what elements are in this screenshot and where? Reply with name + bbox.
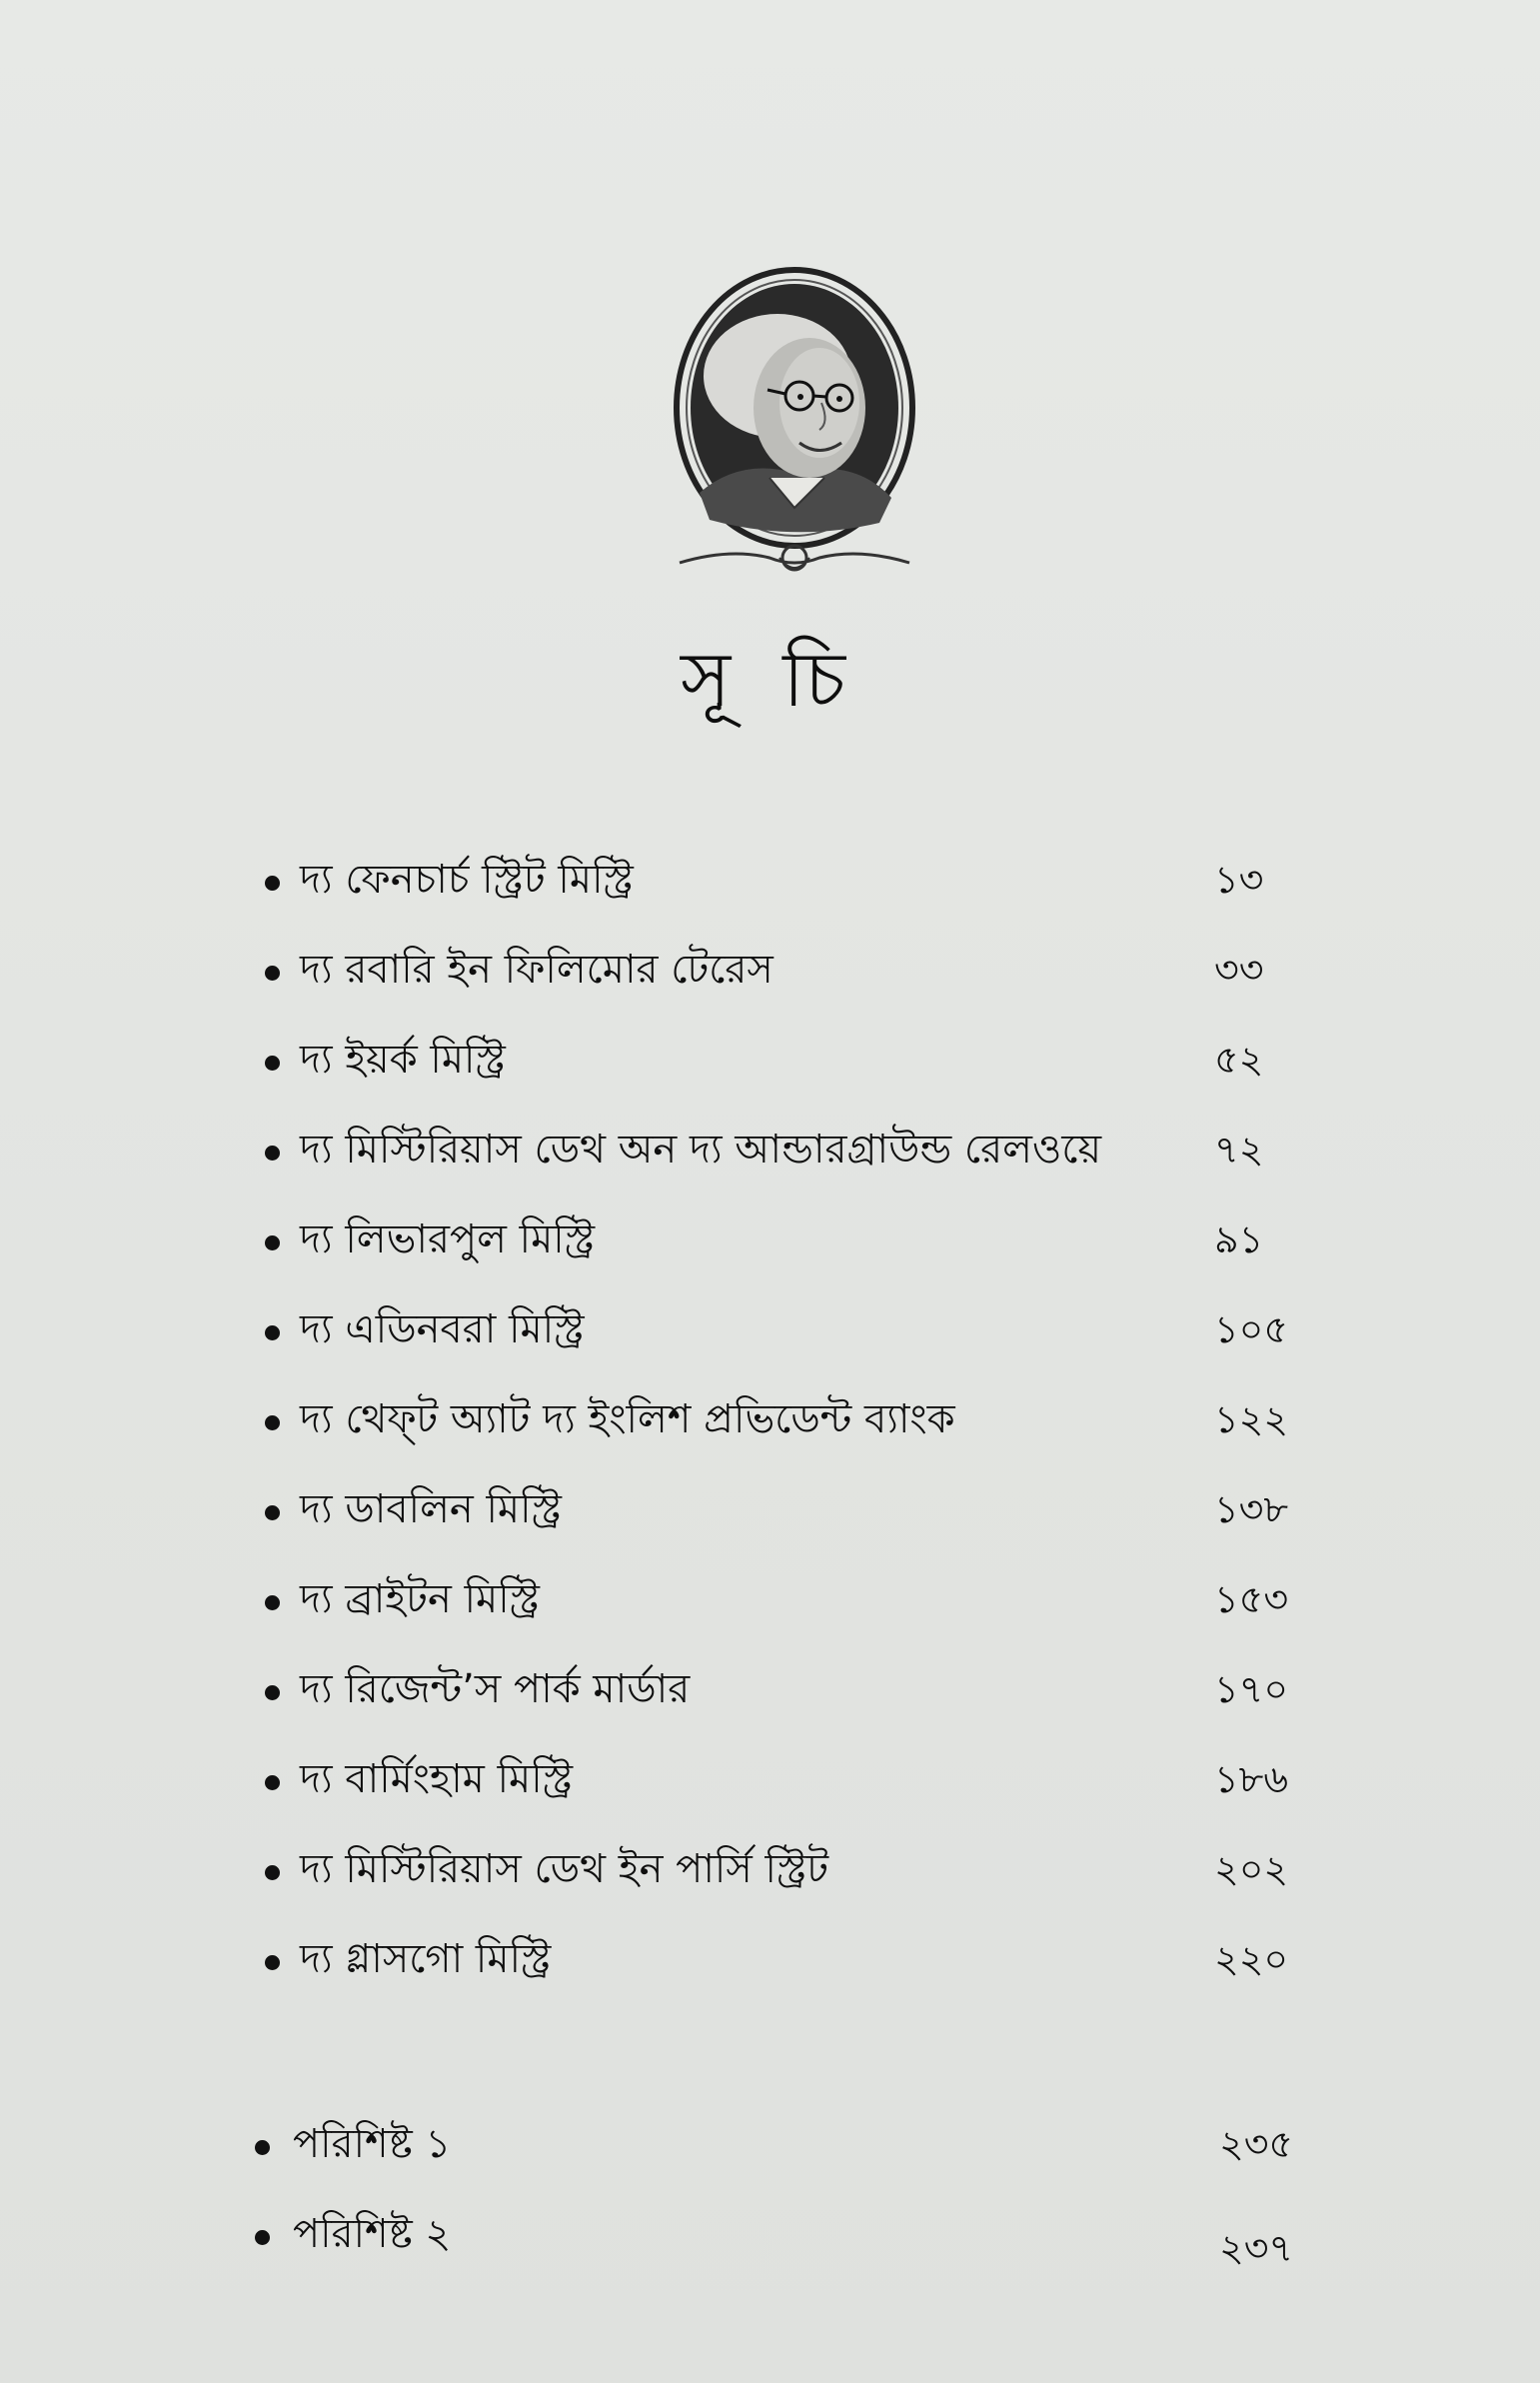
toc-entry — [255, 1199, 1324, 1279]
bullet-icon — [265, 876, 280, 891]
entry-page-number: ১৭০ — [1214, 1667, 1289, 1711]
entry-title: দ্য ডাবলিন মিস্ট্রি — [300, 1486, 562, 1532]
entry-page-number: ১০৫ — [1214, 1307, 1289, 1351]
appendix-entry — [255, 2194, 1324, 2274]
entry-title: দ্য ফেনচার্চ স্ট্রিট মিস্ট্রি — [300, 857, 634, 903]
entry-title: দ্য থেফ্‌ট অ্যাট দ্য ইংলিশ প্রভিডেন্ট ব্যাংক — [300, 1396, 955, 1442]
bullet-icon — [265, 1235, 280, 1250]
entry-title: দ্য রিজেন্ট’স পার্ক মার্ডার — [300, 1666, 691, 1712]
entry-title: দ্য রবারি ইন ফিলিমোর টেরেস — [300, 947, 773, 993]
bullet-icon — [265, 1056, 280, 1071]
entry-page-number: ১৫৩ — [1214, 1577, 1289, 1621]
toc-entry — [255, 1110, 1324, 1190]
toc-entry — [255, 1829, 1324, 1909]
entry-page-number: ২২০ — [1214, 1937, 1289, 1981]
bullet-icon — [265, 966, 280, 981]
toc-entry — [255, 1739, 1324, 1819]
entry-title: দ্য ইয়র্ক মিস্ট্রি — [300, 1037, 506, 1083]
entry-page-number: ২৩৫ — [1219, 2122, 1294, 2166]
toc-entry — [255, 840, 1324, 920]
entry-page-number: ১৩ — [1214, 858, 1264, 902]
bullet-icon — [255, 2230, 270, 2245]
entry-page-number: ২৩৭ — [1219, 2226, 1294, 2270]
entry-page-number: ১৮৬ — [1214, 1757, 1289, 1801]
entry-title: দ্য বার্মিংহাম মিস্ট্রি — [300, 1756, 574, 1802]
entry-page-number: ২০২ — [1214, 1847, 1289, 1891]
entry-page-number: ৭২ — [1214, 1128, 1264, 1172]
bullet-icon — [255, 2140, 270, 2155]
entry-title: দ্য এডিনবরা মিস্ট্রি — [300, 1306, 585, 1352]
entry-title: পরিশিষ্ট ১ — [293, 2121, 452, 2167]
toc-entry — [255, 1919, 1324, 1999]
entry-title: দ্য ব্রাইটন মিস্ট্রি — [300, 1576, 540, 1622]
bullet-icon — [265, 1505, 280, 1520]
entry-page-number: ১২২ — [1214, 1397, 1289, 1441]
toc-entry — [255, 1379, 1324, 1459]
bullet-icon — [265, 1146, 280, 1161]
bullet-icon — [265, 1415, 280, 1430]
bullet-icon — [265, 1775, 280, 1790]
toc-entry — [255, 930, 1324, 1010]
entry-title: দ্য মিস্টিরিয়াস ডেথ ইন পার্সি স্ট্রিট — [300, 1846, 829, 1892]
entry-page-number: ৯১ — [1214, 1217, 1264, 1261]
bullet-icon — [265, 1865, 280, 1880]
entry-page-number: ৫২ — [1214, 1038, 1264, 1082]
toc-entry — [255, 1559, 1324, 1639]
toc-entry — [255, 1289, 1324, 1369]
toc-entry — [255, 1649, 1324, 1729]
entry-title: দ্য গ্লাসগো মিস্ট্রি — [300, 1936, 552, 1982]
entry-title: পরিশিষ্ট ২ — [293, 2211, 452, 2257]
entry-title: দ্য লিভারপুল মিস্ট্রি — [300, 1216, 596, 1262]
toc-entry — [255, 1469, 1324, 1549]
bullet-icon — [265, 1595, 280, 1610]
contents-heading: সূ চি — [680, 635, 860, 724]
entry-title: দ্য মিস্টিরিয়াস ডেথ অন দ্য আন্ডারগ্রাউন্ড রেলওয়ে — [300, 1127, 1102, 1173]
toc-entry — [255, 1020, 1324, 1100]
bullet-icon — [265, 1955, 280, 1970]
bullet-icon — [265, 1685, 280, 1700]
appendix-entry — [255, 2104, 1324, 2184]
bullet-icon — [265, 1325, 280, 1340]
entry-page-number: ৩৩ — [1214, 948, 1264, 992]
entry-page-number: ১৩৮ — [1214, 1487, 1289, 1531]
